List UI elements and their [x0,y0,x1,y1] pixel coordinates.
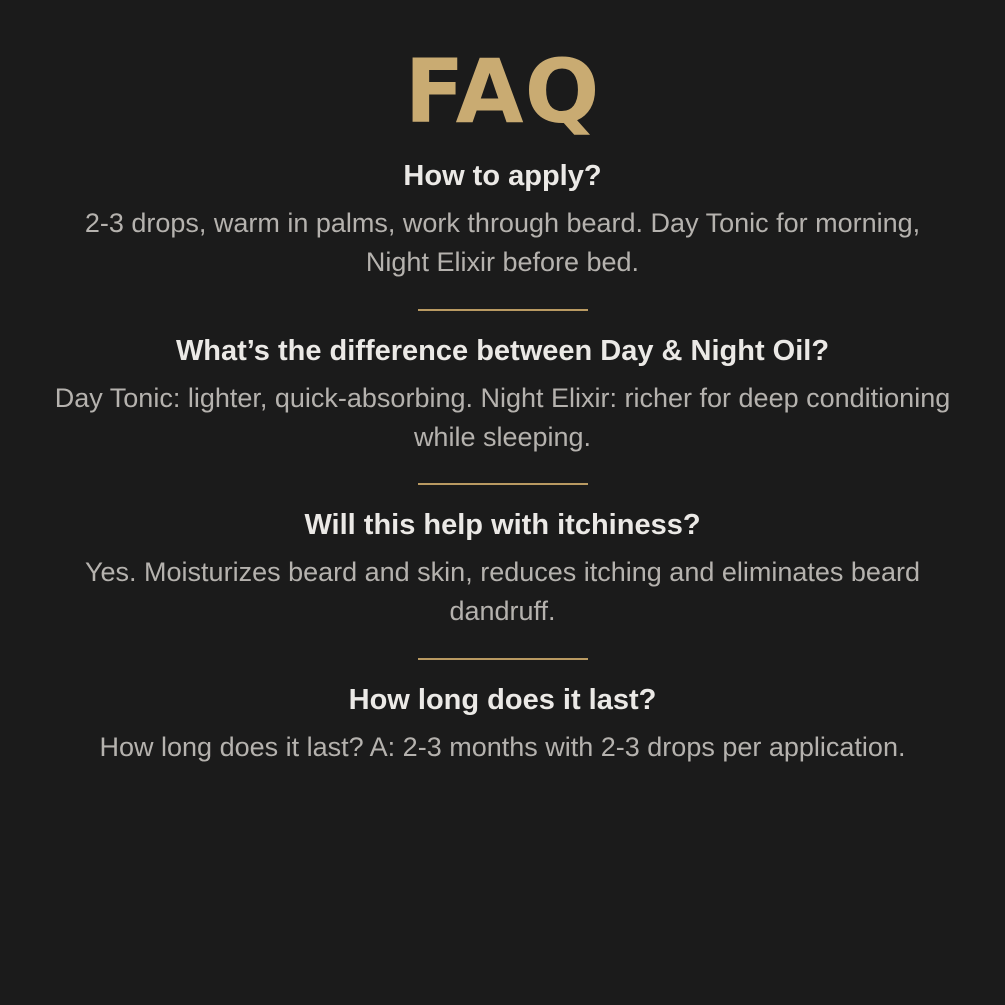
faq-item [48,507,957,632]
faq-item [48,682,957,767]
section-divider [418,658,588,660]
faq-question: What’s the difference between Day & Night Oil? [175,334,830,367]
faq-item [48,158,957,283]
faq-list [48,158,957,767]
faq-answer: 2-3 drops, warm in palms, work through beard. Day Tonic for morning, Night Elixir before bed. [84,208,921,278]
section-divider [418,309,588,311]
faq-question: How long does it last? [348,683,657,716]
faq-answer: How long does it last? A: 2-3 months with 2-3 drops per application. [99,731,906,762]
faq-answer: Yes. Moisturizes beard and skin, reduces itching and eliminates beard dandruff. [85,557,920,627]
section-divider [418,483,588,485]
page-title: FAQ [404,40,601,143]
faq-answer: Day Tonic: lighter, quick-absorbing. Night Elixir: richer for deep conditioning while sleeping. [54,382,951,452]
faq-question: How to apply? [403,160,602,192]
faq-question: Will this help with itchiness? [304,509,701,542]
faq-item [48,333,957,458]
